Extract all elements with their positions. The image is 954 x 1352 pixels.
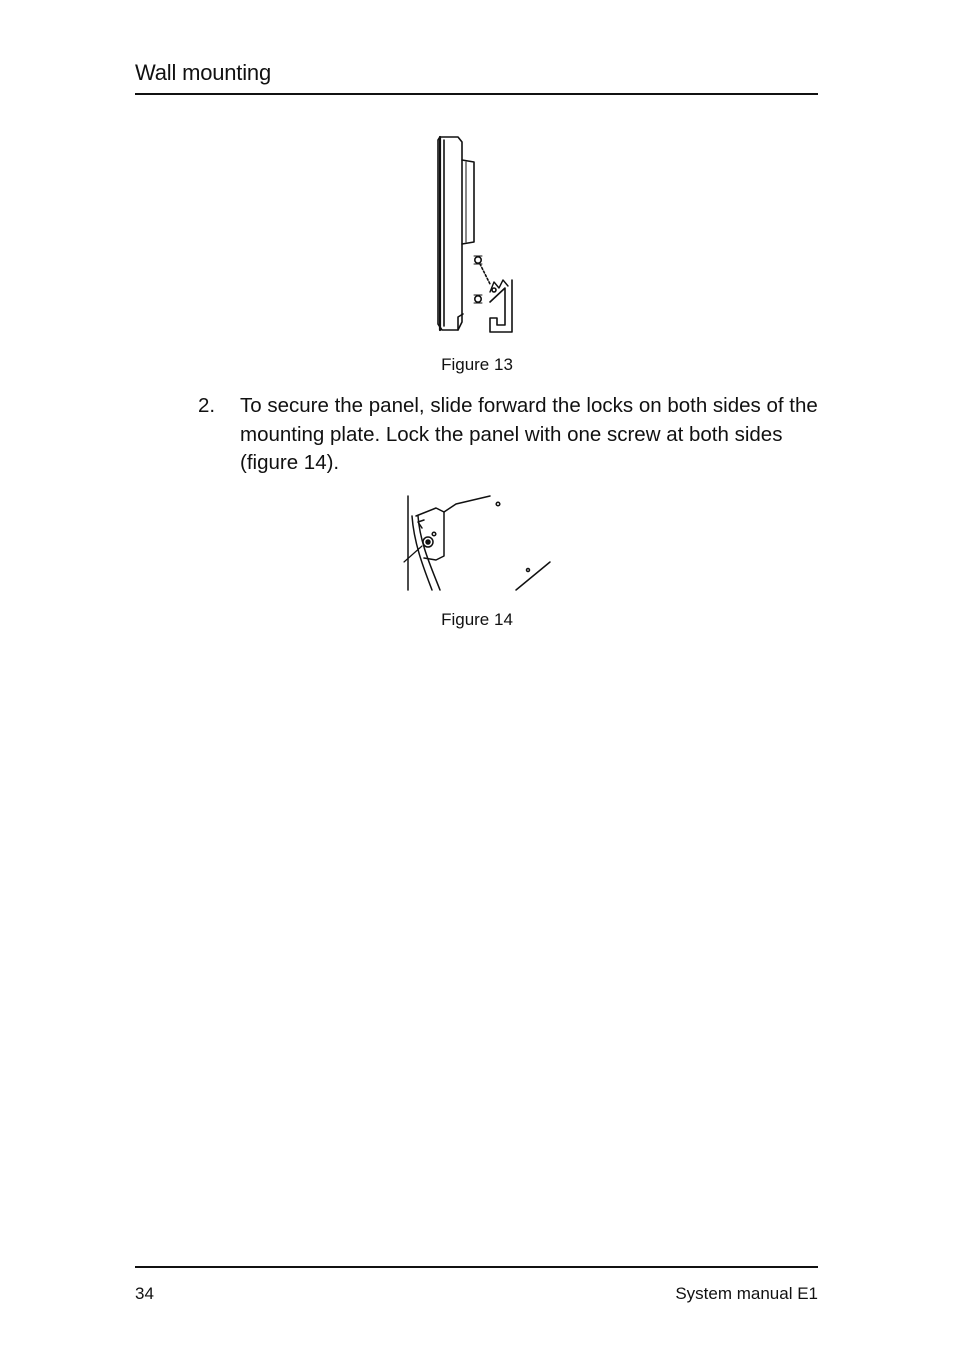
- figure-14-illustration: [398, 494, 554, 592]
- figure-14-caption: Figure 14: [441, 610, 513, 629]
- step-text: To secure the panel, slide forward the locks on both sides of the mounting plate. Lock the panel with one screw at both sides (figure 14).: [240, 394, 818, 474]
- footer-rule: [135, 1266, 818, 1268]
- step-number: 2.: [198, 394, 216, 417]
- figure-13-illustration: [430, 132, 520, 337]
- figure-13-caption: Figure 13: [441, 355, 513, 374]
- document-title: System manual E1: [675, 1284, 818, 1303]
- section-title: Wall mounting: [135, 60, 271, 85]
- page-number: 34: [135, 1284, 154, 1303]
- header-rule: [135, 93, 818, 95]
